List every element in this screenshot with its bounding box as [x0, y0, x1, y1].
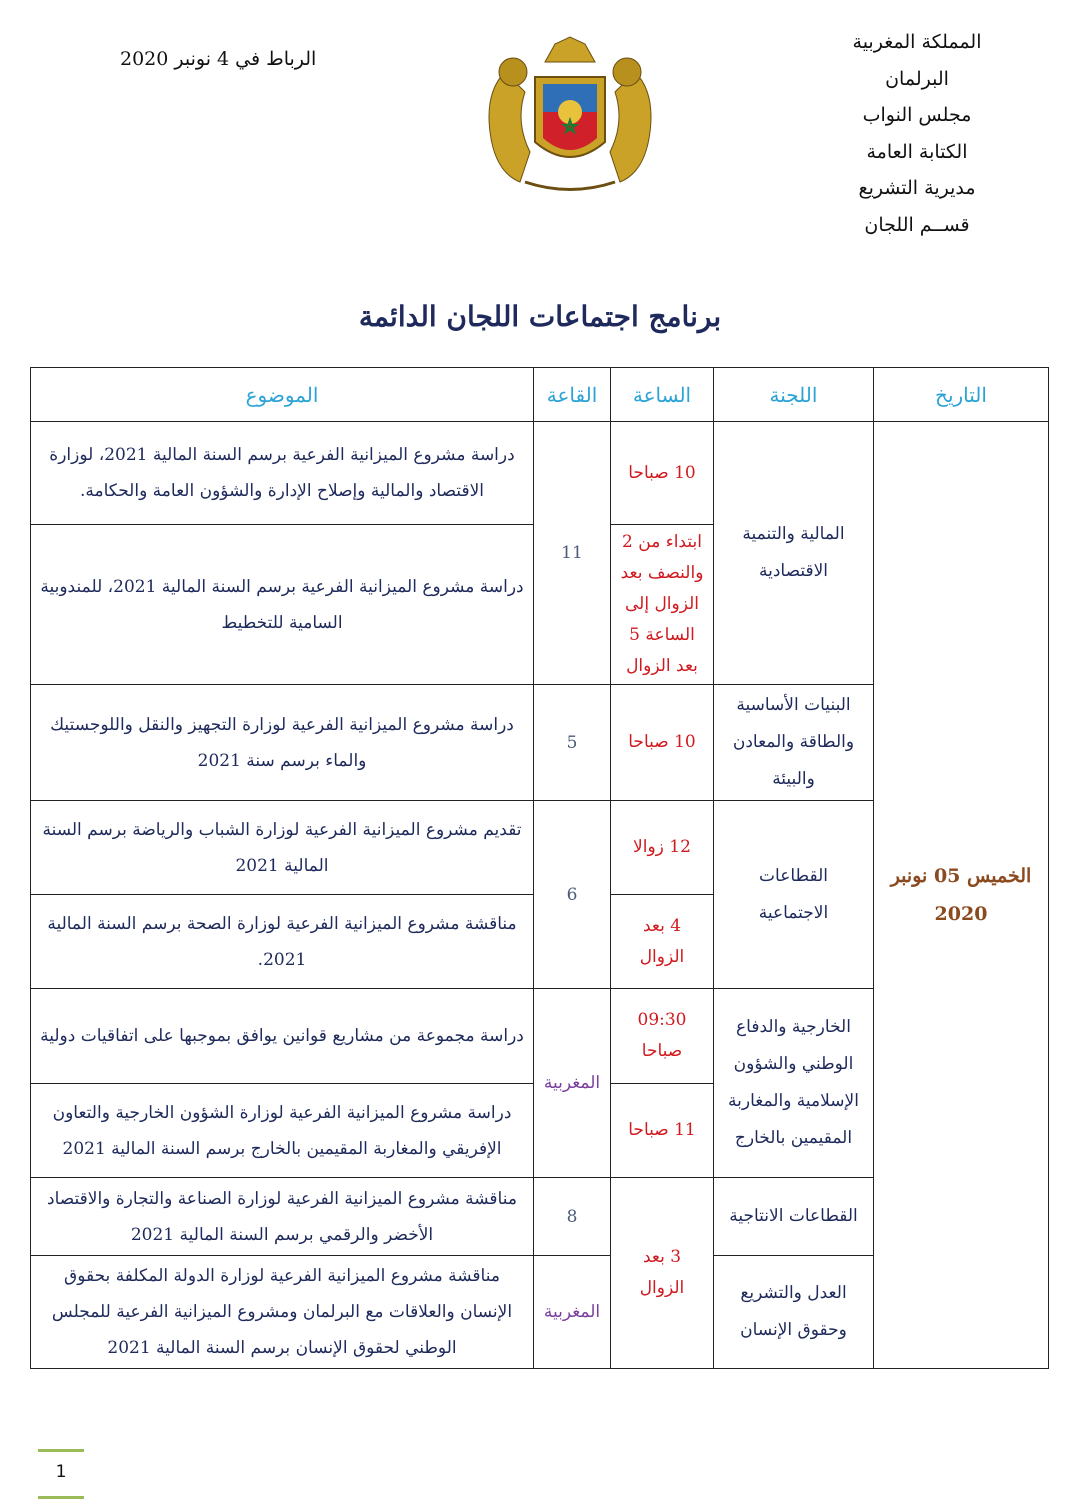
header-line: مديرية التشريع	[858, 177, 976, 199]
time-cell: 10 صباحا	[611, 685, 714, 801]
subject-cell: مناقشة مشروع الميزانية الفرعية لوزارة الصناعة والتجارة والاقتصاد الأخضر والرقمي برسم السنة المالية 2021	[31, 1178, 534, 1256]
committee-cell: البنيات الأساسية والطاقة والمعادن والبيئة	[714, 685, 874, 801]
header-line: المملكة المغربية	[852, 31, 982, 53]
subject-cell: تقديم مشروع الميزانية الفرعية لوزارة الشباب والرياضة برسم السنة المالية 2021	[31, 801, 534, 895]
header-line: البرلمان	[885, 67, 949, 90]
committee-cell: الخارجية والدفاع الوطني والشؤون الإسلامية والمغاربة المقيمين بالخارج	[714, 989, 874, 1178]
time-cell: 09:30 صباحا	[611, 989, 714, 1084]
hall-cell: 8	[534, 1178, 611, 1256]
header-date: التاريخ	[874, 368, 1049, 422]
committee-cell: القطاعات الانتاجية	[714, 1178, 874, 1256]
subject-cell: دراسة مشروع الميزانية الفرعية لوزارة التجهيز والنقل واللوجستيك والماء برسم سنة 2021	[31, 685, 534, 801]
header-line: الكتابة العامة	[866, 140, 968, 163]
place-date: الرباط في 4 نونبر 2020	[120, 48, 317, 70]
subject-cell: دراسة مشروع الميزانية الفرعية برسم السنة المالية 2021، لوزارة الاقتصاد والمالية وإصلاح الإدارة والشؤون العامة والحكامة.	[31, 422, 534, 525]
hall-cell: المغربية	[534, 1256, 611, 1369]
committee-cell: المالية والتنمية الاقتصادية	[714, 422, 874, 685]
subject-cell: دراسة مجموعة من مشاريع قوانين يوافق بموجبها على اتفاقيات دولية	[31, 989, 534, 1084]
table-row	[31, 422, 1049, 525]
header-subject: الموضوع	[31, 368, 534, 422]
subject-cell: دراسة مشروع الميزانية الفرعية لوزارة الشؤون الخارجية والتعاون الإفريقي والمغاربة المقيمين بالخارج برسم السنة المالية 2021	[31, 1084, 534, 1178]
hall-cell: 6	[534, 801, 611, 989]
table-header-row	[31, 368, 1049, 422]
date-day: الخميس 05 نونبر	[890, 865, 1032, 887]
institution-header	[842, 24, 992, 243]
meetings-table	[30, 367, 1049, 1369]
page-title: برنامج اجتماعات اللجان الدائمة	[358, 300, 722, 333]
page-number: 1	[55, 1462, 67, 1482]
header-committee: اللجنة	[714, 368, 874, 422]
time-cell: ابتداء من 2 والنصف بعد الزوال إلى الساعة 5 بعد الزوال	[611, 525, 714, 685]
header-time: الساعة	[611, 368, 714, 422]
header-hall: القاعة	[534, 368, 611, 422]
subject-cell: مناقشة مشروع الميزانية الفرعية لوزارة الصحة برسم السنة المالية 2021.	[31, 895, 534, 989]
hall-cell: 11	[534, 422, 611, 685]
date-year: 2020	[934, 903, 988, 925]
committee-cell: العدل والتشريع وحقوق الإنسان	[714, 1256, 874, 1369]
time-cell: 3 بعد الزوال	[611, 1178, 714, 1369]
subject-cell: دراسة مشروع الميزانية الفرعية برسم السنة المالية 2021، للمندوبية السامية للتخطيط	[31, 525, 534, 685]
time-cell: 11 صباحا	[611, 1084, 714, 1178]
date-cell	[874, 422, 1049, 1369]
page-footer	[38, 1449, 84, 1499]
header-line: قســم اللجان	[864, 213, 970, 236]
subject-cell: مناقشة مشروع الميزانية الفرعية لوزارة الدولة المكلفة بحقوق الإنسان والعلاقات مع البرلمان ومشروع الميزانية الفرعية للمجلس الوطني لحقوق الإنسان برسم السنة المالية 2021	[31, 1256, 534, 1369]
coat-of-arms-emblem	[475, 32, 665, 200]
hall-cell: المغربية	[534, 989, 611, 1178]
header-line: مجلس النواب	[862, 104, 972, 126]
time-cell: 12 زوالا	[611, 801, 714, 895]
time-cell: 4 بعد الزوال	[611, 895, 714, 989]
hall-cell: 5	[534, 685, 611, 801]
committee-cell: القطاعات الاجتماعية	[714, 801, 874, 989]
time-cell: 10 صباحا	[611, 422, 714, 525]
